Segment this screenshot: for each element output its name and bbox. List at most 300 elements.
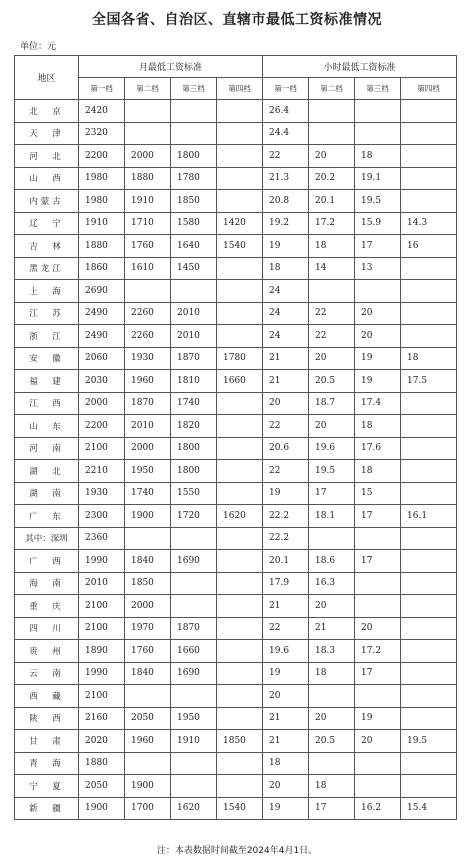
hourly-wage-cell: 19 bbox=[355, 347, 401, 370]
hourly-wage-cell bbox=[401, 280, 457, 303]
hourly-wage-cell bbox=[401, 640, 457, 663]
hourly-wage-cell: 18 bbox=[309, 775, 355, 798]
hourly-wage-cell: 20.2 bbox=[309, 167, 355, 190]
monthly-wage-cell: 2160 bbox=[79, 707, 125, 730]
monthly-wage-cell: 1800 bbox=[171, 437, 217, 460]
hourly-wage-cell: 21 bbox=[263, 347, 309, 370]
monthly-wage-cell: 2260 bbox=[125, 302, 171, 325]
monthly-wage-cell: 2010 bbox=[79, 572, 125, 595]
hourly-wage-cell: 19 bbox=[263, 662, 309, 685]
monthly-wage-cell bbox=[217, 662, 263, 685]
monthly-wage-cell: 2260 bbox=[125, 325, 171, 348]
table-row bbox=[15, 640, 457, 663]
monthly-wage-cell bbox=[125, 752, 171, 775]
monthly-wage-cell: 1960 bbox=[125, 730, 171, 753]
monthly-wage-cell bbox=[171, 572, 217, 595]
monthly-wage-cell: 1840 bbox=[125, 550, 171, 573]
hourly-wage-cell: 17.2 bbox=[309, 212, 355, 235]
hourly-wage-cell: 22.2 bbox=[263, 505, 309, 528]
hourly-wage-cell: 14.3 bbox=[401, 212, 457, 235]
region-cell: 新 疆 bbox=[15, 797, 79, 820]
monthly-wage-cell bbox=[217, 325, 263, 348]
hourly-wage-cell: 22 bbox=[263, 460, 309, 483]
hourly-wage-cell: 24 bbox=[263, 302, 309, 325]
hourly-wage-cell: 20 bbox=[309, 347, 355, 370]
monthly-wage-cell: 1740 bbox=[171, 392, 217, 415]
table-row bbox=[15, 572, 457, 595]
monthly-wage-cell: 1900 bbox=[125, 505, 171, 528]
monthly-wage-cell: 1900 bbox=[125, 775, 171, 798]
monthly-wage-cell bbox=[171, 280, 217, 303]
hourly-wage-cell: 18 bbox=[355, 460, 401, 483]
hourly-wage-cell: 17 bbox=[309, 797, 355, 820]
table-row bbox=[15, 167, 457, 190]
table-row bbox=[15, 145, 457, 168]
hourly-wage-cell: 20 bbox=[355, 730, 401, 753]
monthly-wage-cell: 1850 bbox=[217, 730, 263, 753]
hourly-wage-cell bbox=[309, 752, 355, 775]
hourly-wage-cell: 17 bbox=[309, 482, 355, 505]
monthly-wage-cell: 1960 bbox=[125, 370, 171, 393]
hourly-wage-cell: 18.6 bbox=[309, 550, 355, 573]
hourly-wage-cell: 19 bbox=[355, 370, 401, 393]
monthly-wage-cell: 1930 bbox=[79, 482, 125, 505]
monthly-wage-cell: 1840 bbox=[125, 662, 171, 685]
hourly-wage-cell bbox=[401, 415, 457, 438]
monthly-wage-cell bbox=[217, 707, 263, 730]
region-cell: 湖 北 bbox=[15, 460, 79, 483]
region-cell: 河 南 bbox=[15, 437, 79, 460]
hourly-wage-cell: 19 bbox=[263, 797, 309, 820]
monthly-wage-cell: 1780 bbox=[171, 167, 217, 190]
monthly-wage-cell bbox=[125, 280, 171, 303]
monthly-wage-cell: 1980 bbox=[79, 167, 125, 190]
hourly-wage-cell: 18 bbox=[263, 257, 309, 280]
monthly-wage-cell: 1890 bbox=[79, 640, 125, 663]
monthly-wage-cell: 2420 bbox=[79, 100, 125, 123]
table-row bbox=[15, 122, 457, 145]
monthly-wage-cell: 2000 bbox=[125, 437, 171, 460]
monthly-wage-cell: 1950 bbox=[125, 460, 171, 483]
monthly-wage-cell: 1580 bbox=[171, 212, 217, 235]
hourly-wage-cell: 20.5 bbox=[309, 370, 355, 393]
hourly-wage-cell bbox=[401, 325, 457, 348]
region-cell: 贵 州 bbox=[15, 640, 79, 663]
table-row bbox=[15, 280, 457, 303]
hourly-wage-cell bbox=[401, 775, 457, 798]
hourly-wage-cell: 16 bbox=[401, 235, 457, 258]
table-row bbox=[15, 212, 457, 235]
table-row bbox=[15, 325, 457, 348]
hourly-wage-cell: 24 bbox=[263, 280, 309, 303]
hourly-wage-cell: 20 bbox=[263, 392, 309, 415]
hourly-wage-cell: 20 bbox=[309, 145, 355, 168]
hourly-wage-cell bbox=[355, 100, 401, 123]
monthly-wage-cell bbox=[217, 640, 263, 663]
table-row bbox=[15, 505, 457, 528]
monthly-wage-cell: 1690 bbox=[171, 550, 217, 573]
monthly-wage-cell: 2300 bbox=[79, 505, 125, 528]
monthly-wage-cell bbox=[171, 685, 217, 708]
hourly-wage-cell bbox=[401, 437, 457, 460]
table-row bbox=[15, 437, 457, 460]
hourly-wage-cell: 17 bbox=[355, 505, 401, 528]
table-row bbox=[15, 730, 457, 753]
hourly-wage-cell: 18 bbox=[401, 347, 457, 370]
hourly-wage-cell: 16.2 bbox=[355, 797, 401, 820]
hourly-wage-cell: 19.5 bbox=[309, 460, 355, 483]
hourly-wage-cell bbox=[401, 482, 457, 505]
region-cell: 云 南 bbox=[15, 662, 79, 685]
monthly-wage-cell: 2000 bbox=[125, 595, 171, 618]
monthly-wage-cell: 1610 bbox=[125, 257, 171, 280]
hourly-wage-cell bbox=[401, 707, 457, 730]
monthly-wage-cell: 2210 bbox=[79, 460, 125, 483]
monthly-wage-cell: 2100 bbox=[79, 685, 125, 708]
monthly-wage-cell: 2490 bbox=[79, 325, 125, 348]
header-monthly: 月最低工资标准 bbox=[79, 56, 263, 78]
table-row bbox=[15, 707, 457, 730]
monthly-wage-cell bbox=[217, 752, 263, 775]
monthly-wage-cell: 1860 bbox=[79, 257, 125, 280]
monthly-wage-cell bbox=[217, 100, 263, 123]
table-row bbox=[15, 550, 457, 573]
hourly-wage-cell: 19.5 bbox=[355, 190, 401, 213]
region-cell: 山 西 bbox=[15, 167, 79, 190]
monthly-wage-cell bbox=[217, 280, 263, 303]
monthly-wage-cell: 1880 bbox=[125, 167, 171, 190]
hourly-wage-cell: 20 bbox=[355, 325, 401, 348]
monthly-wage-cell: 1740 bbox=[125, 482, 171, 505]
hourly-wage-cell bbox=[401, 685, 457, 708]
region-cell: 宁 夏 bbox=[15, 775, 79, 798]
table-row bbox=[15, 235, 457, 258]
hourly-wage-cell: 19.6 bbox=[263, 640, 309, 663]
monthly-wage-cell bbox=[171, 527, 217, 550]
hourly-wage-cell bbox=[401, 145, 457, 168]
monthly-wage-cell: 1760 bbox=[125, 235, 171, 258]
monthly-wage-cell: 2200 bbox=[79, 145, 125, 168]
region-cell: 广 东 bbox=[15, 505, 79, 528]
table-row bbox=[15, 685, 457, 708]
hourly-wage-cell: 17 bbox=[355, 550, 401, 573]
region-cell: 河 北 bbox=[15, 145, 79, 168]
hourly-wage-cell: 22 bbox=[309, 302, 355, 325]
hourly-wage-cell bbox=[309, 280, 355, 303]
hourly-wage-cell bbox=[355, 280, 401, 303]
monthly-wage-cell: 1880 bbox=[79, 235, 125, 258]
hourly-wage-cell: 22 bbox=[263, 617, 309, 640]
monthly-wage-cell: 1800 bbox=[171, 145, 217, 168]
min-wage-table bbox=[14, 55, 457, 820]
hourly-wage-cell bbox=[401, 167, 457, 190]
monthly-wage-cell: 2100 bbox=[79, 595, 125, 618]
hourly-wage-cell: 15 bbox=[355, 482, 401, 505]
monthly-wage-cell bbox=[171, 122, 217, 145]
monthly-wage-cell: 1980 bbox=[79, 190, 125, 213]
hourly-wage-cell bbox=[401, 302, 457, 325]
hourly-wage-cell: 20.8 bbox=[263, 190, 309, 213]
header-region: 地区 bbox=[15, 56, 79, 100]
monthly-wage-cell bbox=[217, 527, 263, 550]
region-cell: 青 海 bbox=[15, 752, 79, 775]
monthly-wage-cell: 1700 bbox=[125, 797, 171, 820]
table-row bbox=[15, 662, 457, 685]
monthly-wage-cell: 1540 bbox=[217, 235, 263, 258]
region-cell: 吉 林 bbox=[15, 235, 79, 258]
table-row bbox=[15, 257, 457, 280]
table-row bbox=[15, 527, 457, 550]
hourly-wage-cell: 17.5 bbox=[401, 370, 457, 393]
monthly-wage-cell: 1910 bbox=[125, 190, 171, 213]
header-level: 第三档 bbox=[171, 78, 217, 100]
hourly-wage-cell: 18 bbox=[309, 662, 355, 685]
hourly-wage-cell: 26.4 bbox=[263, 100, 309, 123]
region-cell: 重 庆 bbox=[15, 595, 79, 618]
monthly-wage-cell: 1710 bbox=[125, 212, 171, 235]
hourly-wage-cell: 21 bbox=[309, 617, 355, 640]
hourly-wage-cell: 24 bbox=[263, 325, 309, 348]
monthly-wage-cell: 1450 bbox=[171, 257, 217, 280]
monthly-wage-cell: 1780 bbox=[217, 347, 263, 370]
hourly-wage-cell: 22 bbox=[263, 415, 309, 438]
monthly-wage-cell bbox=[217, 145, 263, 168]
monthly-wage-cell: 2360 bbox=[79, 527, 125, 550]
hourly-wage-cell bbox=[401, 617, 457, 640]
monthly-wage-cell: 1850 bbox=[171, 190, 217, 213]
region-cell: 四 川 bbox=[15, 617, 79, 640]
monthly-wage-cell: 2050 bbox=[125, 707, 171, 730]
monthly-wage-cell: 1690 bbox=[171, 662, 217, 685]
region-cell: 江 苏 bbox=[15, 302, 79, 325]
footnote: 注：本表数据时间截至2024年4月1日。 bbox=[156, 846, 318, 856]
monthly-wage-cell: 1660 bbox=[217, 370, 263, 393]
table-row bbox=[15, 797, 457, 820]
hourly-wage-cell: 17.2 bbox=[355, 640, 401, 663]
hourly-wage-cell bbox=[401, 257, 457, 280]
table-row bbox=[15, 370, 457, 393]
unit-label: 单位：元 bbox=[20, 42, 57, 52]
monthly-wage-cell: 1850 bbox=[125, 572, 171, 595]
monthly-wage-cell bbox=[171, 775, 217, 798]
monthly-wage-cell: 2050 bbox=[79, 775, 125, 798]
table-row bbox=[15, 460, 457, 483]
monthly-wage-cell: 2010 bbox=[171, 302, 217, 325]
hourly-wage-cell bbox=[309, 527, 355, 550]
hourly-wage-cell: 19.6 bbox=[309, 437, 355, 460]
hourly-wage-cell bbox=[355, 775, 401, 798]
header-level: 第一档 bbox=[263, 78, 309, 100]
hourly-wage-cell: 18 bbox=[309, 235, 355, 258]
hourly-wage-cell: 17.4 bbox=[355, 392, 401, 415]
hourly-wage-cell: 18.1 bbox=[309, 505, 355, 528]
monthly-wage-cell: 1540 bbox=[217, 797, 263, 820]
hourly-wage-cell: 18.3 bbox=[309, 640, 355, 663]
monthly-wage-cell bbox=[217, 302, 263, 325]
monthly-wage-cell: 1910 bbox=[79, 212, 125, 235]
hourly-wage-cell: 18 bbox=[263, 752, 309, 775]
monthly-wage-cell: 1620 bbox=[217, 505, 263, 528]
hourly-wage-cell bbox=[309, 100, 355, 123]
header-level: 第二档 bbox=[309, 78, 355, 100]
hourly-wage-cell: 20 bbox=[309, 707, 355, 730]
region-cell: 福 建 bbox=[15, 370, 79, 393]
monthly-wage-cell bbox=[217, 257, 263, 280]
monthly-wage-cell: 1900 bbox=[79, 797, 125, 820]
hourly-wage-cell: 20 bbox=[263, 685, 309, 708]
hourly-wage-cell: 20.5 bbox=[309, 730, 355, 753]
hourly-wage-cell bbox=[401, 100, 457, 123]
monthly-wage-cell bbox=[125, 100, 171, 123]
table-row bbox=[15, 752, 457, 775]
region-cell: 陕 西 bbox=[15, 707, 79, 730]
region-cell: 其中：深圳 bbox=[15, 527, 79, 550]
header-level: 第四档 bbox=[401, 78, 457, 100]
monthly-wage-cell: 2060 bbox=[79, 347, 125, 370]
monthly-wage-cell: 1880 bbox=[79, 752, 125, 775]
monthly-wage-cell bbox=[217, 775, 263, 798]
monthly-wage-cell bbox=[171, 100, 217, 123]
region-cell: 安 徽 bbox=[15, 347, 79, 370]
hourly-wage-cell bbox=[401, 572, 457, 595]
monthly-wage-cell: 2100 bbox=[79, 617, 125, 640]
monthly-wage-cell bbox=[171, 752, 217, 775]
hourly-wage-cell: 15.9 bbox=[355, 212, 401, 235]
monthly-wage-cell: 2690 bbox=[79, 280, 125, 303]
monthly-wage-cell: 1800 bbox=[171, 460, 217, 483]
monthly-wage-cell bbox=[217, 460, 263, 483]
monthly-wage-cell: 2020 bbox=[79, 730, 125, 753]
monthly-wage-cell: 1990 bbox=[79, 662, 125, 685]
monthly-wage-cell: 1810 bbox=[171, 370, 217, 393]
hourly-wage-cell bbox=[401, 460, 457, 483]
table-row bbox=[15, 347, 457, 370]
monthly-wage-cell: 1760 bbox=[125, 640, 171, 663]
hourly-wage-cell: 20 bbox=[355, 617, 401, 640]
monthly-wage-cell: 2000 bbox=[79, 392, 125, 415]
monthly-wage-cell bbox=[217, 392, 263, 415]
header-level: 第四档 bbox=[217, 78, 263, 100]
hourly-wage-cell: 19.5 bbox=[401, 730, 457, 753]
region-cell: 广 西 bbox=[15, 550, 79, 573]
monthly-wage-cell bbox=[125, 527, 171, 550]
monthly-wage-cell bbox=[217, 167, 263, 190]
hourly-wage-cell: 22 bbox=[309, 325, 355, 348]
table-row bbox=[15, 482, 457, 505]
region-cell: 上 海 bbox=[15, 280, 79, 303]
header-hourly: 小时最低工资标准 bbox=[263, 56, 457, 78]
monthly-wage-cell bbox=[217, 617, 263, 640]
region-cell: 浙 江 bbox=[15, 325, 79, 348]
region-cell: 北 京 bbox=[15, 100, 79, 123]
monthly-wage-cell: 2320 bbox=[79, 122, 125, 145]
hourly-wage-cell: 22 bbox=[263, 145, 309, 168]
monthly-wage-cell: 1620 bbox=[171, 797, 217, 820]
hourly-wage-cell bbox=[401, 392, 457, 415]
hourly-wage-cell: 20.1 bbox=[263, 550, 309, 573]
hourly-wage-cell bbox=[401, 527, 457, 550]
header-level: 第二档 bbox=[125, 78, 171, 100]
hourly-wage-cell: 20.1 bbox=[309, 190, 355, 213]
region-cell: 山 东 bbox=[15, 415, 79, 438]
monthly-wage-cell bbox=[217, 550, 263, 573]
table-row bbox=[15, 595, 457, 618]
header-level: 第三档 bbox=[355, 78, 401, 100]
hourly-wage-cell: 21 bbox=[263, 707, 309, 730]
page-title: 全国各省、自治区、直辖市最低工资标准情况 bbox=[92, 12, 382, 28]
table-row bbox=[15, 302, 457, 325]
monthly-wage-cell bbox=[217, 595, 263, 618]
monthly-wage-cell bbox=[171, 595, 217, 618]
region-cell: 内蒙古 bbox=[15, 190, 79, 213]
monthly-wage-cell: 1550 bbox=[171, 482, 217, 505]
hourly-wage-cell: 20 bbox=[263, 775, 309, 798]
hourly-wage-cell: 17.9 bbox=[263, 572, 309, 595]
hourly-wage-cell: 19.2 bbox=[263, 212, 309, 235]
table-row bbox=[15, 100, 457, 123]
hourly-wage-cell: 19 bbox=[263, 235, 309, 258]
region-cell: 湖 南 bbox=[15, 482, 79, 505]
hourly-wage-cell: 16.3 bbox=[309, 572, 355, 595]
monthly-wage-cell: 1870 bbox=[171, 347, 217, 370]
region-cell: 黑龙江 bbox=[15, 257, 79, 280]
hourly-wage-cell: 22.2 bbox=[263, 527, 309, 550]
hourly-wage-cell: 19 bbox=[355, 707, 401, 730]
table-body bbox=[15, 100, 457, 820]
monthly-wage-cell: 1930 bbox=[125, 347, 171, 370]
hourly-wage-cell bbox=[401, 662, 457, 685]
monthly-wage-cell: 2000 bbox=[125, 145, 171, 168]
hourly-wage-cell bbox=[355, 595, 401, 618]
hourly-wage-cell bbox=[401, 752, 457, 775]
monthly-wage-cell bbox=[217, 685, 263, 708]
region-cell: 西 藏 bbox=[15, 685, 79, 708]
hourly-wage-cell bbox=[401, 550, 457, 573]
hourly-wage-cell bbox=[355, 122, 401, 145]
hourly-wage-cell: 13 bbox=[355, 257, 401, 280]
table-row bbox=[15, 392, 457, 415]
table-row bbox=[15, 415, 457, 438]
hourly-wage-cell: 18.7 bbox=[309, 392, 355, 415]
hourly-wage-cell: 20 bbox=[355, 302, 401, 325]
hourly-wage-cell: 19.1 bbox=[355, 167, 401, 190]
hourly-wage-cell: 20 bbox=[309, 595, 355, 618]
monthly-wage-cell bbox=[217, 437, 263, 460]
monthly-wage-cell: 2010 bbox=[171, 325, 217, 348]
monthly-wage-cell: 2100 bbox=[79, 437, 125, 460]
hourly-wage-cell: 16.1 bbox=[401, 505, 457, 528]
hourly-wage-cell bbox=[401, 190, 457, 213]
hourly-wage-cell: 15.4 bbox=[401, 797, 457, 820]
monthly-wage-cell bbox=[217, 415, 263, 438]
hourly-wage-cell: 17 bbox=[355, 235, 401, 258]
hourly-wage-cell bbox=[355, 527, 401, 550]
hourly-wage-cell: 17 bbox=[355, 662, 401, 685]
region-cell: 江 西 bbox=[15, 392, 79, 415]
hourly-wage-cell: 21 bbox=[263, 730, 309, 753]
monthly-wage-cell: 1870 bbox=[125, 392, 171, 415]
hourly-wage-cell bbox=[355, 685, 401, 708]
hourly-wage-cell bbox=[355, 572, 401, 595]
monthly-wage-cell bbox=[125, 685, 171, 708]
hourly-wage-cell bbox=[309, 685, 355, 708]
hourly-wage-cell: 17.6 bbox=[355, 437, 401, 460]
monthly-wage-cell: 1420 bbox=[217, 212, 263, 235]
header-level: 第一档 bbox=[79, 78, 125, 100]
monthly-wage-cell: 1660 bbox=[171, 640, 217, 663]
header-levels-row bbox=[15, 78, 457, 100]
monthly-wage-cell: 1950 bbox=[171, 707, 217, 730]
